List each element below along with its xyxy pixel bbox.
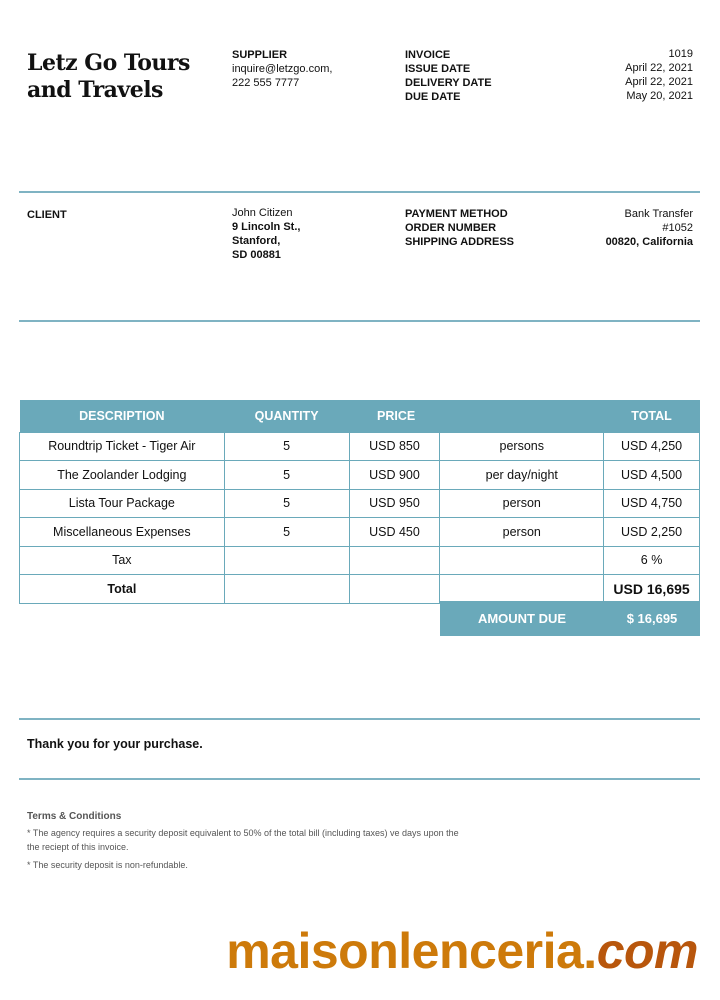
cell-price: USD 950	[349, 489, 440, 518]
col-unit	[440, 400, 604, 432]
cell-price	[349, 575, 440, 604]
shipping-address-label: SHIPPING ADDRESS	[405, 236, 515, 248]
cell-price: USD 450	[349, 518, 440, 547]
cell-unit: per day/night	[440, 461, 604, 490]
cell-total: USD 4,750	[604, 489, 700, 518]
cell-description: Lista Tour Package	[20, 489, 225, 518]
cell-description: Total	[20, 575, 225, 604]
divider	[19, 718, 700, 720]
cell-price	[349, 546, 440, 575]
issue-date: April 22, 2021	[625, 62, 693, 74]
cell-unit: person	[440, 518, 604, 547]
table-row	[20, 546, 700, 575]
client-address	[232, 206, 300, 262]
table-row	[20, 518, 700, 547]
cell-unit: persons	[440, 432, 604, 461]
watermark-main: maisonlenceria.	[226, 923, 597, 979]
cell-unit: person	[440, 489, 604, 518]
table-row	[20, 489, 700, 518]
cell-total: USD 16,695	[604, 575, 700, 604]
due-date-label: DUE DATE	[405, 91, 461, 103]
amount-due-label: AMOUNT DUE	[477, 611, 567, 626]
payment-values	[606, 207, 693, 249]
col-description: DESCRIPTION	[20, 400, 225, 432]
cell-description: Miscellaneous Expenses	[20, 518, 225, 547]
invoice-values	[625, 47, 693, 103]
cell-total: 6 %	[604, 546, 700, 575]
cell-quantity: 5	[224, 489, 349, 518]
divider	[19, 320, 700, 322]
client-street: 9 Lincoln St.,	[232, 221, 301, 233]
cell-price: USD 900	[349, 461, 440, 490]
order-number: #1052	[662, 222, 693, 234]
col-total: TOTAL	[604, 400, 700, 432]
cell-quantity: 5	[224, 461, 349, 490]
cell-quantity	[224, 546, 349, 575]
company-name-line1: Letz Go Tours	[27, 50, 190, 76]
company-name-line2: and Travels	[27, 77, 163, 103]
cell-quantity	[224, 575, 349, 604]
client-name: John Citizen	[232, 207, 293, 219]
col-quantity: QUANTITY	[224, 400, 349, 432]
invoice-labels	[405, 48, 492, 104]
table-header	[20, 400, 700, 432]
cell-description: Roundtrip Ticket - Tiger Air	[20, 432, 225, 461]
order-number-label: ORDER NUMBER	[405, 222, 497, 234]
cell-description: Tax	[20, 546, 225, 575]
payment-labels	[405, 207, 514, 249]
supplier-block	[232, 48, 332, 90]
supplier-phone: 222 555 7777	[232, 77, 300, 89]
invoice-label: INVOICE	[405, 49, 451, 61]
terms-line-1: * The agency requires a security deposit equivalent to 50% of the total bill (including taxes) ve days upon the	[27, 828, 459, 838]
terms-line-2: the reciept of this invoice.	[27, 842, 129, 852]
cell-description: The Zoolander Lodging	[20, 461, 225, 490]
terms-line-3: * The security deposit is non-refundable.	[27, 860, 188, 870]
supplier-email[interactable]: inquire@letzgo.com,	[232, 63, 333, 75]
thank-you-message: Thank you for your purchase.	[27, 737, 203, 751]
supplier-label: SUPPLIER	[232, 49, 288, 61]
watermark	[226, 922, 698, 980]
line-items-table	[19, 400, 700, 604]
amount-due-bar	[440, 601, 700, 636]
cell-price: USD 850	[349, 432, 440, 461]
table-row	[20, 461, 700, 490]
payment-method: Bank Transfer	[624, 208, 693, 220]
cell-total: USD 4,250	[604, 432, 700, 461]
company-name	[27, 50, 190, 104]
col-price: PRICE	[349, 400, 440, 432]
client-city: Stanford,	[232, 235, 281, 247]
invoice-number: 1019	[668, 48, 693, 60]
delivery-date-label: DELIVERY DATE	[405, 77, 492, 89]
payment-method-label: PAYMENT METHOD	[405, 208, 508, 220]
client-label: CLIENT	[27, 209, 67, 221]
table-row	[20, 575, 700, 604]
cell-unit	[440, 575, 604, 604]
amount-due-value: $ 16,695	[626, 611, 678, 626]
watermark-tld: com	[596, 923, 698, 979]
client-zip: SD 00881	[232, 249, 281, 261]
cell-total: USD 4,500	[604, 461, 700, 490]
delivery-date: April 22, 2021	[625, 76, 693, 88]
shipping-address: 00820, California	[605, 236, 693, 248]
cell-quantity: 5	[224, 518, 349, 547]
table-row	[20, 432, 700, 461]
issue-date-label: ISSUE DATE	[405, 63, 471, 75]
divider	[19, 191, 700, 193]
divider	[19, 778, 700, 780]
cell-total: USD 2,250	[604, 518, 700, 547]
cell-unit	[440, 546, 604, 575]
cell-quantity: 5	[224, 432, 349, 461]
terms-title: Terms & Conditions	[27, 811, 122, 822]
due-date: May 20, 2021	[626, 90, 693, 102]
